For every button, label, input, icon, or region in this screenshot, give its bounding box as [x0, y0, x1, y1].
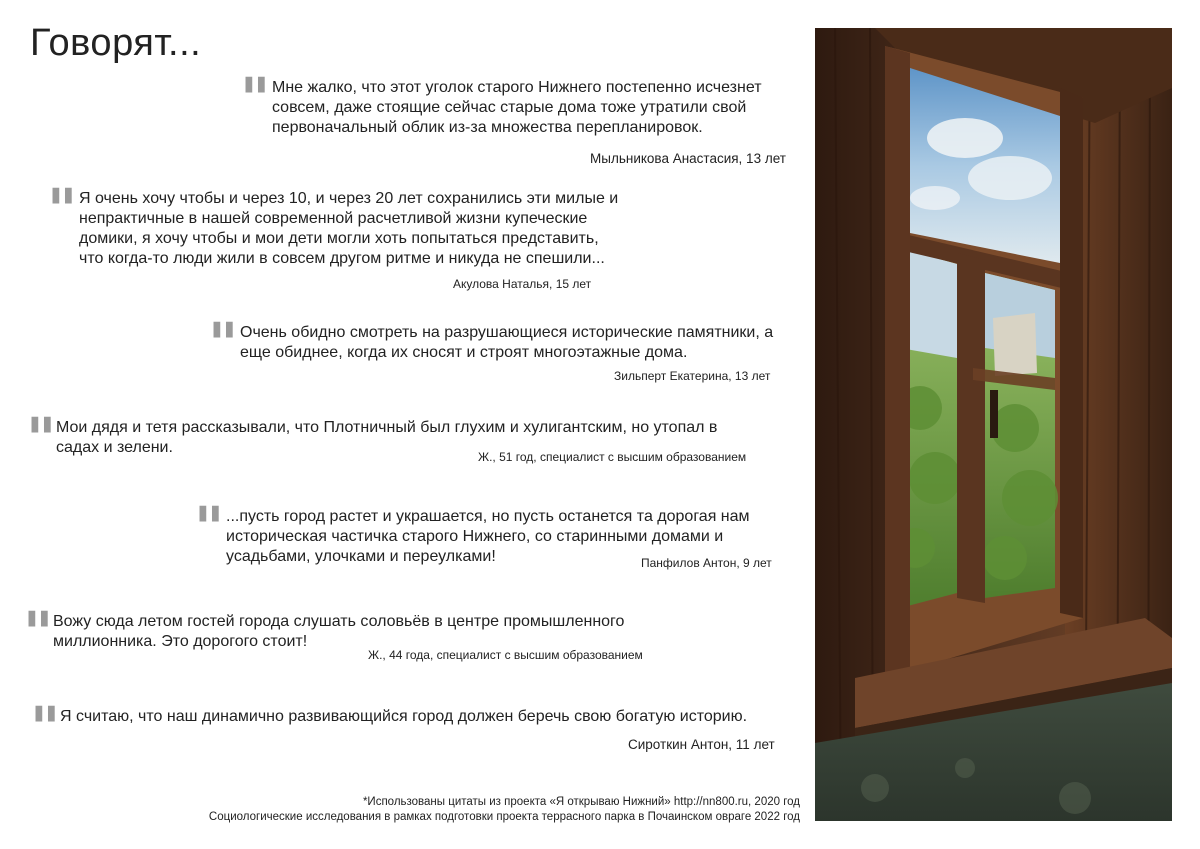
quote-author: Ж., 51 год, специалист с высшим образованием	[478, 450, 747, 464]
footnote-line-2: Социологические исследования в рамках подготовки проекта террасного парка в Почаинском овраге 2022 год	[208, 811, 800, 823]
quote-author: Сироткин Антон, 11 лет	[628, 737, 775, 752]
quote-mark-icon: "	[26, 405, 57, 473]
quote-text: Очень обидно смотреть на разрушающиеся исторические памятники, а еще обиднее, когда их сносят и строят многоэтажные дома.	[240, 324, 774, 361]
quote-mark-icon: "	[194, 494, 225, 562]
quote-mark-icon: "	[208, 310, 239, 378]
quote-author: Панфилов Антон, 9 лет	[641, 556, 772, 570]
quote-mark-icon: "	[23, 599, 54, 667]
quote-text: Мне жалко, что этот уголок старого Нижнего постепенно исчезнет совсем, даже стоящие сейчас старые дома тоже утратили свой первоначальный облик из-за множества перепланировок.	[272, 79, 762, 136]
quote-author: Мыльникова Анастасия, 13 лет	[590, 151, 786, 166]
quote-text: ...пусть город растет и украшается, но пусть останется та дорогая нам историческая частичка старого Нижнего, со старинными домами и усадьбами, улочками и переулками!	[226, 508, 750, 565]
quote-author: Акулова Наталья, 15 лет	[453, 277, 592, 291]
footnote-line-1: *Использованы цитаты из проекта «Я открываю Нижний» http://nn800.ru, 2020 год	[362, 796, 800, 808]
quote-mark-icon: "	[47, 176, 78, 244]
quote-text: Вожу сюда летом гостей города слушать соловьёв в центре промышленного миллионника. Это дорогого стоит!	[53, 613, 625, 650]
quote-mark-icon: "	[30, 694, 61, 762]
quote-text: Я очень хочу чтобы и через 10, и через 20 лет сохранились эти милые и непрактичные в нашей современной расчетливой жизни купеческие домики, я хочу чтобы и мои дети могли хоть попытаться представить, что когда-то люди жили в совсем другом ритме и никуда не спешили...	[79, 190, 619, 267]
quote-text: Мои дядя и тетя рассказывали, что Плотничный был глухим и хулигантским, но утопал в садах и зелени.	[56, 419, 718, 456]
window-illustration	[815, 28, 1172, 821]
page-title: Говорят...	[30, 22, 202, 64]
window-photo	[815, 28, 1172, 821]
quote-1	[240, 65, 792, 138]
quote-text: Я считаю, что наш динамично развивающийся город должен беречь свою богатую историю.	[60, 708, 748, 725]
quote-author: Ж., 44 года, специалист с высшим образованием	[368, 648, 643, 662]
footnote	[209, 795, 800, 825]
quote-2	[47, 176, 624, 269]
quote-mark-icon: "	[240, 65, 271, 133]
quote-author: Зильперт Екатерина, 13 лет	[614, 369, 771, 383]
